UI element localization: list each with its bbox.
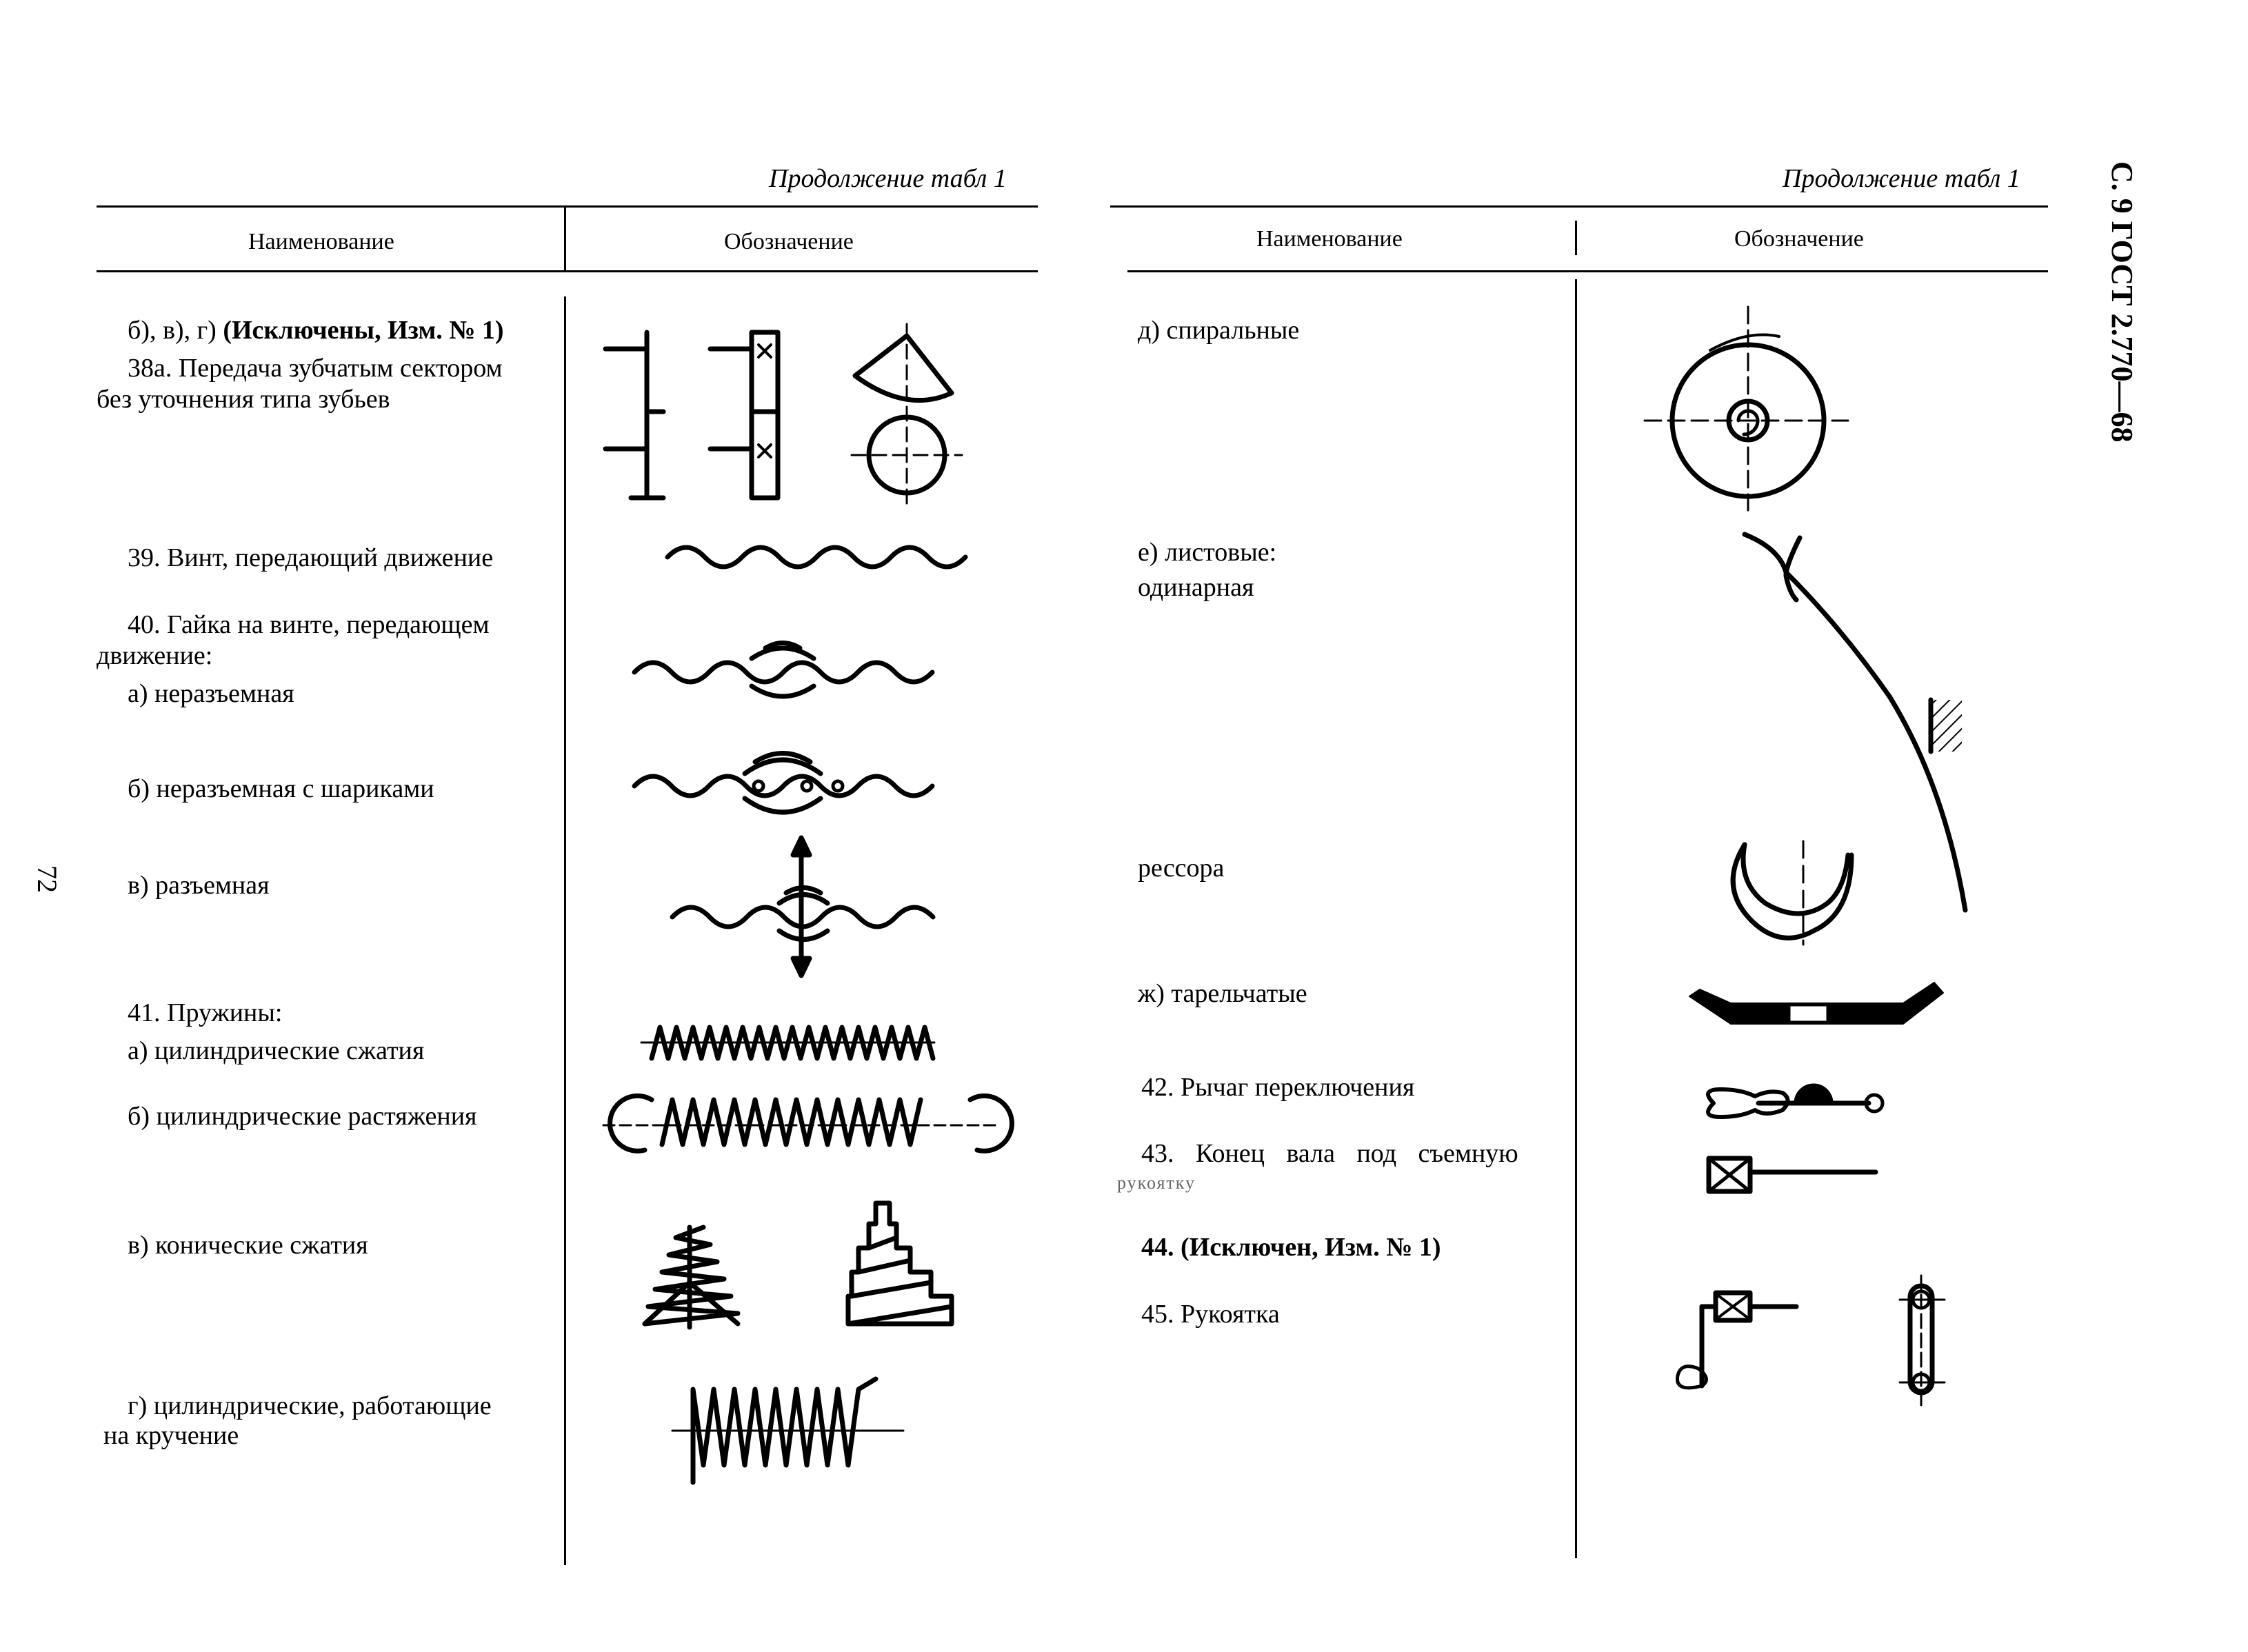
nut-symbol-c xyxy=(672,838,933,976)
excluded-prefix: б), в), г) xyxy=(128,316,223,345)
handle-symbol-b xyxy=(1900,1276,1945,1410)
item-42: 42. Рычаг переключения xyxy=(1141,1073,1415,1102)
item-39: 39. Винт, передающий движение xyxy=(128,543,494,572)
item-38a-line2: без уточнения типа зубьев xyxy=(97,385,390,414)
item-41d-line2: на кручение xyxy=(103,1421,239,1450)
torsion-spring-symbol xyxy=(672,1379,903,1482)
leaf-spring-single-symbol xyxy=(1745,534,1965,910)
item-40-line2: движение: xyxy=(97,641,213,670)
leaf-spring-carriage-symbol xyxy=(1733,841,1851,945)
sector-gear-symbol-c xyxy=(852,324,962,510)
conical-spring-symbol-b xyxy=(848,1203,952,1324)
item-d-spiral: д) спиральные xyxy=(1138,316,1300,345)
header-name-right: Наименование xyxy=(1256,226,1403,252)
conical-spring-symbol-a xyxy=(645,1227,738,1327)
header-name-left: Наименование xyxy=(248,229,394,254)
item-45: 45. Рукоятка xyxy=(1141,1300,1280,1329)
side-title: С. 9 ГОСТ 2.770—68 xyxy=(2105,161,2139,443)
item-e-single: одинарная xyxy=(1138,573,1254,602)
item-41: 41. Пружины: xyxy=(128,998,283,1027)
sector-gear-symbol-a xyxy=(605,332,663,498)
item-38a-line1: 38а. Передача зубчатым сектором xyxy=(128,354,503,383)
nut-symbol-b xyxy=(634,754,932,813)
nut-symbol-a xyxy=(634,643,932,697)
item-41a: а) цилиндрические сжатия xyxy=(128,1036,425,1065)
item-40c: в) разъемная xyxy=(128,871,270,900)
item-40-line1: 40. Гайка на винте, передающем xyxy=(128,610,490,639)
compression-spring-symbol xyxy=(641,1027,934,1058)
disc-spring-symbol xyxy=(1689,983,1943,1024)
item-43-line2: рукоятку xyxy=(1117,1173,1196,1193)
item-zh-disc: ж) тарельчатые xyxy=(1138,979,1307,1008)
switch-lever-symbol xyxy=(1708,1086,1883,1117)
header-symbol-right: Обозначение xyxy=(1734,226,1864,252)
shaft-end-symbol xyxy=(1709,1158,1876,1191)
item-44: 44. (Исключен, Изм. № 1) xyxy=(1141,1233,1441,1262)
screw-symbol xyxy=(668,547,965,567)
item-41c: в) конические сжатия xyxy=(128,1231,368,1260)
item-e-leaf: е) листовые: xyxy=(1138,538,1277,567)
page-number: 72 xyxy=(32,865,63,893)
extension-spring-symbol xyxy=(603,1096,1012,1151)
excluded-bold: (Исключены, Изм. № 1) xyxy=(223,316,504,345)
continuation-label-right: Продолжение табл 1 xyxy=(1783,164,2020,193)
handle-symbol-a xyxy=(1677,1293,1796,1388)
sector-gear-symbol-b xyxy=(710,332,778,498)
continuation-label-left: Продолжение табл 1 xyxy=(769,164,1007,193)
item-41b: б) цилиндрические растяжения xyxy=(128,1102,477,1131)
item-spring-leaf: рессора xyxy=(1138,854,1225,883)
header-symbol-left: Обозначение xyxy=(724,229,854,254)
item-40b: б) неразъемная с шариками xyxy=(128,774,434,803)
item-41d-line1: г) цилиндрические, работающие xyxy=(128,1391,492,1420)
item-43-line1: 43. Конец вала под съемную xyxy=(1141,1139,1518,1168)
spiral-spring-symbol xyxy=(1645,307,1848,510)
item-40a: а) неразъемная xyxy=(128,679,294,708)
